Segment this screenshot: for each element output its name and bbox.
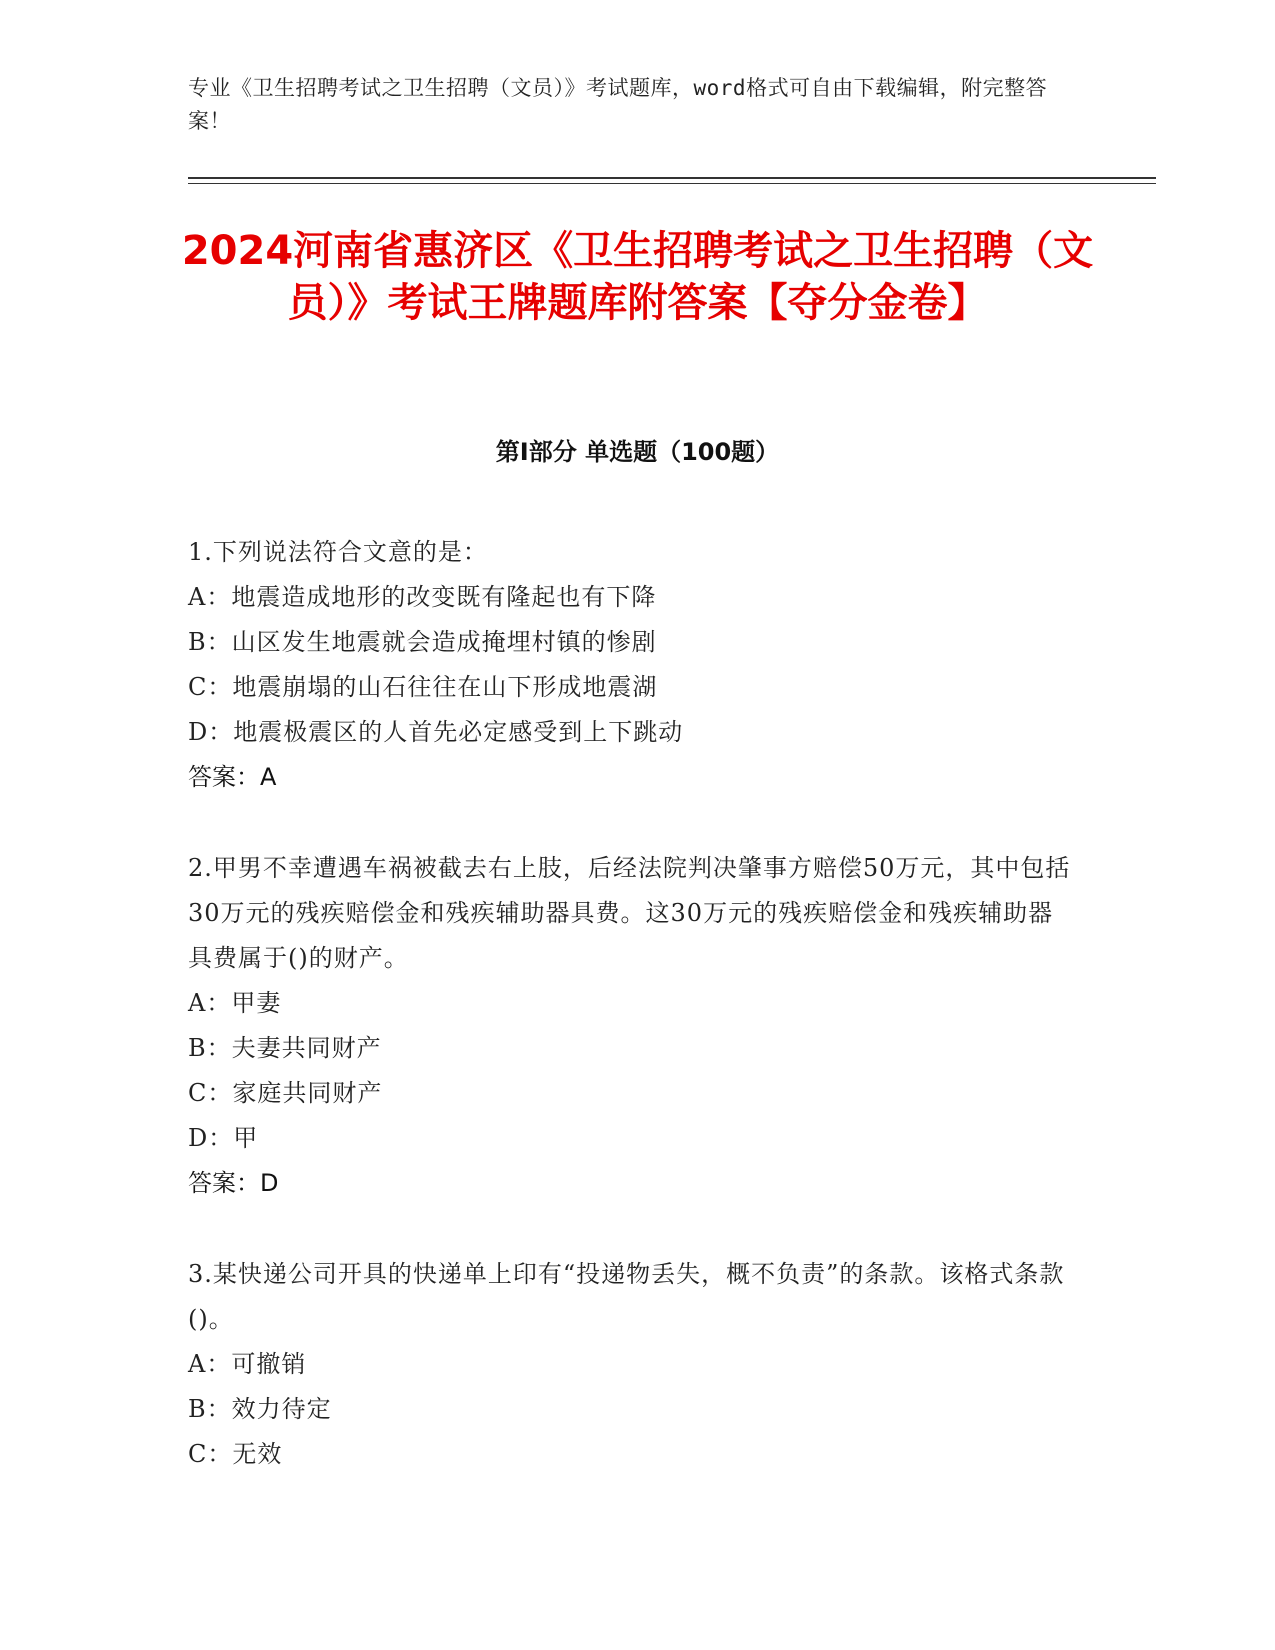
option-a: A：地震造成地形的改变既有隆起也有下降 — [188, 583, 657, 611]
option-d: D：甲 — [188, 1124, 259, 1152]
question-stem: 1.下列说法符合文意的是： — [188, 538, 488, 566]
question-2 — [188, 846, 1078, 1206]
section-heading: 第Ⅰ部分 单选题（100题） — [495, 438, 780, 466]
question-3 — [188, 1252, 1078, 1477]
option-c: C：地震崩塌的山石往往在山下形成地震湖 — [188, 673, 658, 701]
answer: 答案：A — [188, 763, 277, 791]
option-c: C：无效 — [188, 1440, 283, 1468]
question-1 — [188, 530, 1078, 800]
header-divider-thick — [188, 177, 1156, 179]
question-list — [188, 530, 1078, 1523]
option-b: B：效力待定 — [188, 1395, 332, 1423]
header-note: 专业《卫生招聘考试之卫生招聘（文员）》考试题库，word格式可自由下载编辑，附完整答案！ — [188, 76, 1048, 133]
header-divider-thin — [188, 183, 1156, 184]
question-stem: 2.甲男不幸遭遇车祸被截去右上肢，后经法院判决肇事方赔偿50万元，其中包括30万元的残疾赔偿金和残疾辅助器具费。这30万元的残疾赔偿金和残疾辅助器具费属于()的财产。 — [188, 854, 1071, 972]
option-c: C：家庭共同财产 — [188, 1079, 383, 1107]
option-b: B：夫妻共同财产 — [188, 1034, 382, 1062]
option-a: A：可撤销 — [188, 1350, 307, 1378]
option-b: B：山区发生地震就会造成掩埋村镇的惨剧 — [188, 628, 657, 656]
answer: 答案：D — [188, 1169, 279, 1197]
question-stem: 3.某快递公司开具的快递单上印有“投递物丢失，概不负责”的条款。该格式条款()。 — [188, 1260, 1065, 1333]
document-title: 2024河南省惠济区《卫生招聘考试之卫生招聘（文员）》考试王牌题库附答案【夺分金卷】 — [181, 228, 1094, 326]
option-a: A：甲妻 — [188, 989, 282, 1017]
option-d: D：地震极震区的人首先必定感受到上下跳动 — [188, 718, 684, 746]
